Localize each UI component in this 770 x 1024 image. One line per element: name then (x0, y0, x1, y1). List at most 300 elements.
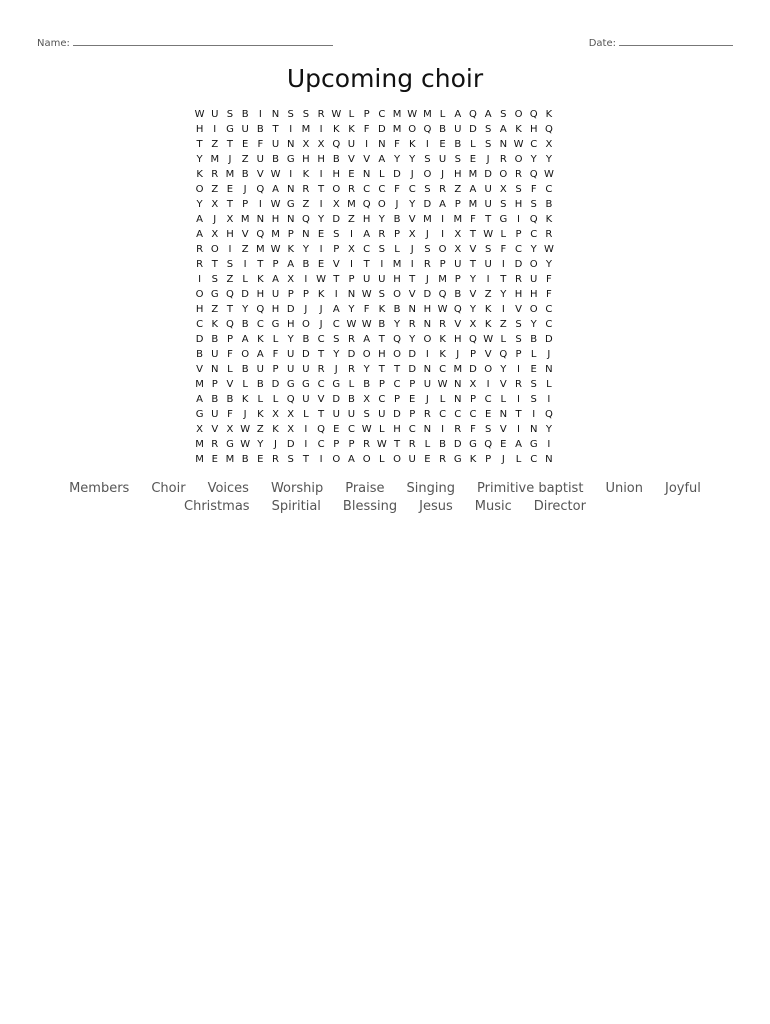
grid-row (192, 212, 578, 227)
grid-letter: E (484, 409, 492, 420)
grid-letter: C (545, 304, 553, 315)
grid-row (192, 257, 578, 272)
grid-letter: N (286, 184, 295, 195)
grid-letter: B (454, 289, 462, 300)
grid-letter: E (226, 184, 234, 195)
grid-letter: S (530, 394, 537, 405)
grid-letter: U (347, 409, 356, 420)
grid-letter: H (195, 304, 204, 315)
grid-letter: V (256, 169, 264, 180)
grid-letter: N (408, 304, 416, 315)
grid-letter: Z (241, 244, 249, 255)
grid-letter: L (546, 379, 552, 390)
grid-letter: H (271, 304, 280, 315)
grid-letter: Q (423, 124, 432, 135)
grid-letter: I (410, 259, 414, 270)
grid-letter: C (378, 184, 386, 195)
grid-letter: A (196, 229, 204, 240)
grid-letter: Y (530, 319, 537, 330)
grid-letter: Q (499, 349, 508, 360)
grid-letter: F (530, 184, 537, 195)
word-list-item: Voices (207, 481, 249, 496)
grid-letter: A (515, 439, 522, 450)
grid-letter: Q (226, 319, 234, 330)
grid-row (192, 272, 578, 287)
grid-letter: J (486, 154, 490, 165)
grid-letter: P (287, 229, 294, 240)
grid-letter: F (394, 139, 400, 150)
grid-letter: L (530, 349, 537, 360)
grid-letter: Z (302, 199, 310, 210)
grid-letter: K (484, 304, 492, 315)
grid-letter: D (469, 124, 477, 135)
grid-letter: H (286, 319, 295, 330)
grid-letter: S (515, 184, 522, 195)
grid-letter: V (348, 154, 355, 165)
grid-letter: O (393, 349, 401, 360)
grid-letter: M (195, 439, 204, 450)
grid-letter: C (317, 439, 325, 450)
grid-letter: R (302, 184, 310, 195)
grid-letter: I (304, 439, 308, 450)
grid-letter: O (423, 334, 432, 345)
grid-letter: X (302, 139, 310, 150)
grid-letter: H (226, 229, 234, 240)
grid-letter: U (484, 259, 492, 270)
grid-letter: L (242, 274, 248, 285)
grid-row (192, 152, 578, 167)
grid-letter: C (530, 229, 538, 240)
grid-letter: T (500, 274, 507, 285)
grid-letter: B (348, 394, 355, 405)
date-blank-line (619, 36, 733, 46)
grid-letter: K (408, 139, 416, 150)
grid-letter: F (394, 184, 400, 195)
grid-letter: K (196, 169, 203, 180)
grid-letter: A (378, 154, 386, 165)
grid-letter: I (334, 289, 338, 300)
grid-letter: Z (226, 274, 234, 285)
grid-letter: X (287, 424, 295, 435)
grid-letter: I (228, 244, 232, 255)
word-list-line (0, 480, 770, 498)
grid-letter: Q (438, 289, 447, 300)
grid-row (192, 242, 578, 257)
grid-letter: V (241, 229, 249, 240)
grid-letter: O (195, 289, 204, 300)
grid-letter: G (332, 379, 341, 390)
grid-letter: G (302, 379, 310, 390)
grid-letter: D (195, 334, 204, 345)
grid-letter: D (408, 349, 417, 360)
grid-letter: R (408, 439, 416, 450)
grid-letter: A (454, 109, 462, 120)
grid-letter: H (195, 124, 204, 135)
grid-letter: D (302, 349, 310, 360)
grid-letter: E (333, 424, 340, 435)
grid-letter: K (545, 109, 553, 120)
grid-letter: N (378, 139, 386, 150)
grid-letter: K (241, 394, 249, 405)
grid-letter: D (423, 289, 432, 300)
grid-row (192, 227, 578, 242)
grid-letter: I (243, 259, 247, 270)
grid-letter: P (242, 199, 249, 210)
grid-letter: F (363, 124, 370, 135)
grid-letter: L (348, 109, 355, 120)
grid-letter: Y (545, 154, 552, 165)
grid-letter: I (258, 199, 262, 210)
grid-letter: A (272, 274, 279, 285)
grid-letter: P (333, 439, 340, 450)
grid-row (192, 182, 578, 197)
grid-letter: I (319, 244, 323, 255)
grid-letter: I (319, 199, 323, 210)
grid-letter: G (286, 199, 295, 210)
grid-letter: H (529, 289, 538, 300)
grid-letter: O (393, 289, 401, 300)
grid-letter: B (439, 124, 447, 135)
grid-letter: G (453, 454, 462, 465)
grid-letter: X (545, 139, 553, 150)
grid-letter: I (517, 394, 520, 405)
grid-letter: W (407, 109, 418, 120)
grid-letter: D (286, 439, 295, 450)
grid-letter: R (454, 424, 462, 435)
grid-letter: Q (453, 304, 462, 315)
grid-letter: C (363, 184, 371, 195)
grid-letter: T (318, 409, 325, 420)
grid-letter: O (423, 169, 432, 180)
grid-letter: T (226, 199, 234, 210)
grid-row (192, 197, 578, 212)
grid-letter: G (226, 439, 234, 450)
grid-letter: U (211, 109, 219, 120)
word-list-item: Singing (406, 481, 455, 496)
grid-letter: Z (454, 184, 462, 195)
grid-letter: V (499, 379, 507, 390)
grid-letter: Y (318, 214, 325, 225)
grid-letter: I (304, 274, 308, 285)
grid-letter: Y (242, 304, 249, 315)
grid-row (192, 362, 578, 377)
grid-letter: C (347, 424, 355, 435)
grid-letter: H (454, 334, 462, 345)
grid-letter: E (317, 229, 325, 240)
grid-row (192, 377, 578, 392)
grid-letter: P (469, 394, 476, 405)
grid-letter: I (425, 349, 429, 360)
grid-letter: R (408, 319, 416, 330)
grid-letter: U (332, 409, 340, 420)
grid-letter: T (226, 139, 234, 150)
grid-letter: L (242, 379, 248, 390)
grid-letter: X (454, 244, 462, 255)
grid-letter: C (378, 394, 386, 405)
grid-letter: A (363, 229, 371, 240)
grid-letter: Y (530, 244, 537, 255)
grid-letter: K (257, 334, 264, 345)
grid-letter: V (499, 424, 507, 435)
grid-letter: X (287, 274, 295, 285)
grid-letter: R (439, 454, 447, 465)
grid-letter: S (484, 124, 492, 135)
grid-letter: T (333, 274, 340, 285)
grid-letter: U (241, 124, 249, 135)
grid-letter: S (226, 259, 234, 270)
grid-letter: I (380, 259, 384, 270)
grid-letter: I (349, 259, 353, 270)
grid-letter: P (272, 259, 279, 270)
grid-letter: O (332, 184, 341, 195)
grid-letter: B (302, 334, 310, 345)
grid-letter: I (517, 364, 520, 375)
grid-letter: O (362, 454, 371, 465)
grid-letter: X (499, 184, 507, 195)
grid-row (192, 407, 578, 422)
grid-letter: W (376, 439, 387, 450)
grid-row (192, 107, 578, 122)
grid-letter: L (303, 409, 309, 420)
grid-letter: T (302, 454, 309, 465)
word-list-item: Worship (270, 481, 324, 496)
grid-letter: M (423, 109, 432, 120)
grid-letter: L (439, 109, 446, 120)
grid-letter: Q (469, 334, 477, 345)
grid-letter: Q (469, 109, 477, 120)
grid-letter: L (500, 334, 507, 345)
grid-letter: M (256, 244, 265, 255)
grid-letter: V (363, 154, 371, 165)
grid-letter: D (286, 304, 295, 315)
date-label: Date: (588, 38, 616, 49)
grid-letter: H (529, 124, 538, 135)
grid-letter: K (211, 319, 219, 330)
grid-letter: B (393, 304, 401, 315)
grid-letter: G (271, 319, 280, 330)
page-title: Upcoming choir (286, 64, 484, 93)
grid-letter: C (545, 319, 553, 330)
grid-letter: P (348, 274, 355, 285)
grid-row (192, 452, 578, 467)
grid-letter: Y (196, 154, 203, 165)
grid-letter: N (362, 169, 371, 180)
grid-letter: M (392, 124, 402, 135)
grid-letter: X (348, 244, 355, 255)
grid-letter: J (547, 349, 551, 360)
grid-letter: N (545, 454, 553, 465)
grid-letter: G (499, 214, 508, 225)
word-list-item: Joyful (665, 481, 701, 496)
grid-letter: T (318, 349, 325, 360)
grid-letter: Z (211, 184, 219, 195)
grid-letter: J (501, 454, 505, 465)
grid-letter: S (424, 244, 431, 255)
grid-letter: Y (530, 154, 537, 165)
grid-letter: S (378, 289, 386, 300)
grid-letter: S (530, 199, 537, 210)
grid-letter: N (454, 394, 462, 405)
grid-letter: Q (362, 199, 371, 210)
grid-letter: N (423, 319, 432, 330)
grid-letter: X (211, 199, 219, 210)
grid-letter: A (363, 334, 371, 345)
grid-letter: U (378, 409, 386, 420)
grid-letter: Q (544, 124, 553, 135)
grid-letter: O (408, 124, 417, 135)
grid-letter: L (272, 334, 279, 345)
grid-letter: M (271, 229, 280, 240)
grid-letter: M (240, 214, 250, 225)
grid-letter: K (439, 349, 446, 360)
grid-letter: T (393, 364, 401, 375)
grid-letter: L (257, 394, 264, 405)
grid-letter: Q (529, 169, 538, 180)
grid-letter: J (441, 169, 445, 180)
grid-letter: T (196, 139, 203, 150)
grid-letter: I (501, 259, 505, 270)
grid-letter: O (301, 319, 310, 330)
grid-letter: B (211, 334, 219, 345)
word-list-item: Primitive baptist (477, 481, 584, 496)
grid-letter: P (211, 379, 218, 390)
word-list-item: Union (605, 481, 643, 496)
grid-letter: A (348, 454, 355, 465)
grid-letter: C (469, 409, 477, 420)
grid-letter: J (274, 439, 277, 450)
grid-letter: Y (409, 154, 416, 165)
grid-letter: R (363, 439, 371, 450)
grid-letter: H (302, 154, 310, 165)
grid-letter: P (394, 394, 401, 405)
grid-letter: U (362, 274, 371, 285)
grid-letter: O (332, 454, 341, 465)
grid-letter: B (454, 139, 462, 150)
grid-letter: P (226, 334, 233, 345)
grid-letter: W (361, 424, 372, 435)
grid-letter: O (241, 349, 250, 360)
grid-letter: L (379, 454, 385, 465)
grid-letter: P (348, 439, 355, 450)
grid-letter: I (501, 304, 505, 315)
grid-letter: B (393, 214, 401, 225)
grid-letter: X (408, 229, 416, 240)
grid-letter: Z (211, 139, 219, 150)
grid-letter: A (484, 109, 492, 120)
grid-letter: U (256, 364, 264, 375)
grid-letter: D (545, 334, 553, 345)
grid-letter: H (317, 154, 325, 165)
grid-letter: C (332, 319, 340, 330)
grid-letter: S (530, 379, 537, 390)
grid-letter: A (196, 214, 204, 225)
grid-letter: U (287, 364, 295, 375)
grid-letter: Q (529, 109, 538, 120)
grid-letter: I (319, 454, 323, 465)
grid-letter: T (272, 124, 279, 135)
grid-letter: N (499, 139, 508, 150)
grid-letter: E (211, 454, 218, 465)
grid-letter: D (377, 124, 386, 135)
grid-letter: S (484, 424, 492, 435)
grid-letter: L (379, 424, 385, 435)
grid-letter: P (454, 199, 461, 210)
grid-letter: C (530, 139, 538, 150)
grid-letter: F (546, 274, 552, 285)
grid-letter: N (302, 229, 310, 240)
grid-row (192, 437, 578, 452)
grid-letter: B (196, 349, 204, 360)
grid-letter: U (271, 289, 280, 300)
grid-letter: B (545, 199, 553, 210)
grid-letter: R (196, 259, 204, 270)
grid-letter: A (287, 259, 295, 270)
grid-letter: Q (544, 409, 553, 420)
grid-letter: L (394, 244, 400, 255)
grid-letter: H (393, 274, 401, 285)
grid-letter: E (424, 454, 431, 465)
grid-letter: E (241, 139, 249, 150)
grid-letter: Q (332, 139, 341, 150)
grid-letter: U (211, 349, 219, 360)
grid-letter: W (270, 169, 281, 180)
grid-letter: U (438, 154, 447, 165)
grid-letter: J (410, 244, 414, 255)
grid-letter: X (211, 229, 219, 240)
grid-letter: U (347, 139, 356, 150)
grid-row (192, 137, 578, 152)
grid-letter: A (332, 304, 340, 315)
grid-letter: X (287, 409, 295, 420)
grid-letter: C (317, 379, 325, 390)
grid-letter: Y (469, 274, 477, 285)
grid-row (192, 317, 578, 332)
grid-letter: P (454, 274, 461, 285)
grid-letter: P (302, 289, 309, 300)
grid-letter: X (469, 319, 477, 330)
grid-letter: O (393, 454, 401, 465)
grid-letter: M (438, 274, 447, 285)
grid-letter: H (514, 289, 523, 300)
grid-letter: J (425, 394, 429, 405)
grid-letter: Z (241, 154, 249, 165)
grid-letter: P (469, 349, 476, 360)
grid-letter: V (332, 259, 340, 270)
grid-letter: C (530, 454, 538, 465)
grid-letter: S (500, 109, 507, 120)
grid-row (192, 122, 578, 137)
name-label: Name: (37, 38, 70, 49)
grid-letter: A (469, 184, 477, 195)
grid-letter: O (484, 364, 493, 375)
grid-letter: P (363, 109, 370, 120)
grid-letter: A (196, 394, 204, 405)
grid-letter: T (469, 229, 477, 240)
grid-letter: T (409, 274, 416, 285)
grid-letter: D (484, 169, 492, 180)
grid-letter: J (213, 214, 217, 225)
grid-letter: G (195, 409, 204, 420)
grid-letter: E (469, 154, 477, 165)
grid-letter: I (441, 424, 445, 435)
grid-letter: C (378, 109, 386, 120)
grid-letter: I (365, 139, 369, 150)
grid-letter: S (363, 409, 370, 420)
grid-letter: T (211, 259, 218, 270)
grid-letter: Y (500, 364, 507, 375)
grid-letter: G (286, 154, 295, 165)
grid-letter: I (486, 274, 490, 285)
